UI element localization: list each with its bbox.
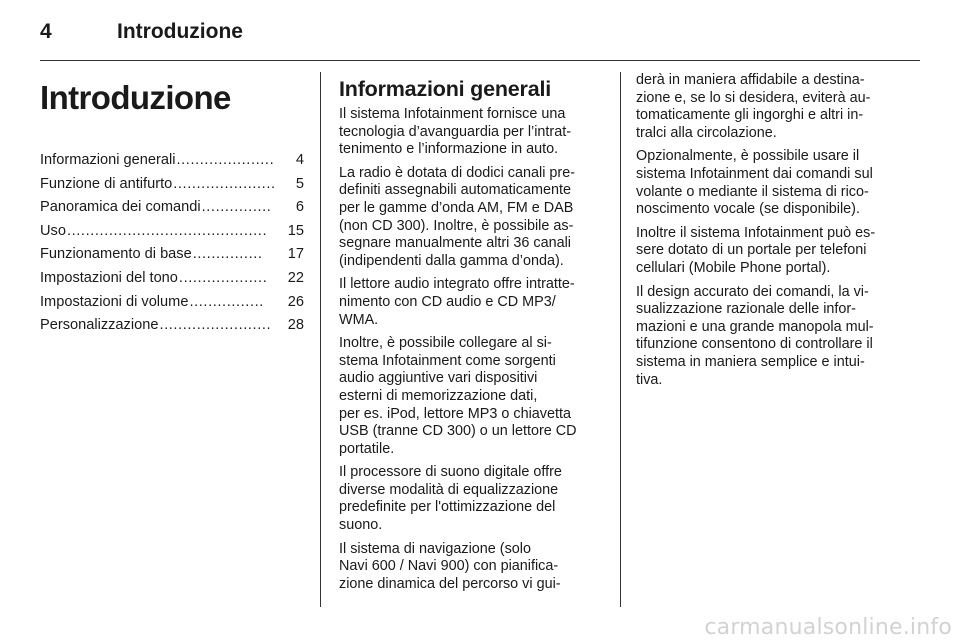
toc-item-leader: ............... (201, 199, 272, 216)
page-number: 4 (40, 20, 52, 43)
page-header (40, 16, 920, 56)
toc-item-page: 28 (287, 317, 304, 334)
toc-item-leader: ...................... (173, 175, 276, 192)
body-paragraph: Inoltre il sistema Infotainment può es- sere dotato di un portale per telefoni cellulari (Mobile Phone portal). (636, 224, 876, 276)
toc-item-page: 15 (287, 222, 304, 239)
toc-item-leader: ........................................... (66, 222, 268, 239)
toc-item[interactable] (40, 243, 304, 267)
column-body-right (636, 72, 906, 395)
toc-item-leader: ............... (192, 246, 263, 263)
toc-item[interactable] (40, 291, 304, 315)
toc-item-page: 5 (295, 175, 304, 192)
toc-item-label: Funzione di antifurto (40, 175, 173, 192)
toc-item[interactable] (40, 267, 304, 291)
body-paragraph: derà in maniera affidabile a destina- zione e, se lo si desidera, eviterà au- tomaticamente gli ingorghi e altri in- tralci alla circolazione. (636, 72, 871, 141)
toc-item-leader: ................... (178, 269, 268, 286)
toc-item-label: Uso (40, 222, 66, 239)
table-of-contents (40, 149, 304, 338)
running-title: Introduzione (117, 20, 243, 43)
body-paragraph: Il sistema Infotainment fornisce una tecnologia d’avanguardia per l’intrat- tenimento e l’informazione in auto. (339, 106, 571, 158)
body-paragraph: Il lettore audio integrato offre intratte- nimento con CD audio e CD MP3/ WMA. (339, 276, 575, 328)
toc-item-leader: ..................... (176, 152, 275, 168)
toc-item-label: Funzionamento di base (40, 246, 192, 263)
toc-item-page: 26 (287, 293, 304, 310)
toc-item-page: 22 (287, 269, 304, 286)
toc-item[interactable] (40, 220, 304, 244)
toc-item[interactable] (40, 196, 304, 220)
body-paragraph: Il design accurato dei comandi, la vi- sualizzazione razionale delle infor- mazioni e una grande manopola mul- tifunzione consentono di controllare il sistema in maniera semplice e intui- tiva. (636, 283, 874, 388)
toc-item-leader: ........................ (159, 317, 272, 334)
toc-item-label: Informazioni generali (40, 152, 176, 168)
toc-item-page: 17 (287, 246, 304, 263)
body-paragraph: Inoltre, è possibile collegare al si- stema Infotainment come sorgenti audio aggiuntive vari dispositivi esterni di memorizzazione dati, per es. iPod, lettore MP3 o chiavetta USB (tranne CD 300) o un lettore CD portatile. (339, 335, 577, 457)
toc-item-label: Panoramica dei comandi (40, 199, 201, 216)
toc-item-page: 4 (295, 152, 304, 168)
toc-item-label: Impostazioni del tono (40, 269, 178, 286)
toc-item-page: 6 (295, 199, 304, 216)
toc-item-label: Impostazioni di volume (40, 293, 189, 310)
toc-item-leader: ................ (189, 293, 264, 310)
chapter-title: Introduzione (40, 79, 231, 116)
body-paragraph: Opzionalmente, è possibile usare il sistema Infotainment dai comandi sul volante o mediante il sistema di rico- noscimento vocale (se disponibile). (636, 148, 873, 218)
column-body-left (339, 72, 605, 599)
toc-item[interactable] (40, 173, 304, 197)
body-paragraph: Il sistema di navigazione (solo Navi 600 / Navi 900) con pianifica- zione dinamica del percorso vi gui- (339, 540, 561, 592)
body-paragraph: La radio è dotata di dodici canali pre- definiti assegnabili automaticamente per le gamme d’onda AM, FM e DAB (non CD 300). Inoltre, è possibile as- segnare manualmente altri 36 canali (indipendenti dalla gamma d’onda). (339, 164, 575, 269)
body-paragraph: Il processore di suono digitale offre diverse modalità di equalizzazione predefinite per l'ottimizzazione del suono. (339, 464, 562, 534)
toc-item[interactable] (40, 149, 304, 173)
header-rule (40, 60, 920, 61)
column-divider-right (620, 72, 621, 607)
toc-item-label: Personalizzazione (40, 317, 159, 334)
column-toc (40, 72, 304, 338)
column-divider-left (320, 72, 321, 607)
toc-item[interactable] (40, 314, 304, 338)
watermark: carmanualsonline.info (704, 615, 952, 640)
section-title: Informazioni generali (339, 77, 552, 101)
